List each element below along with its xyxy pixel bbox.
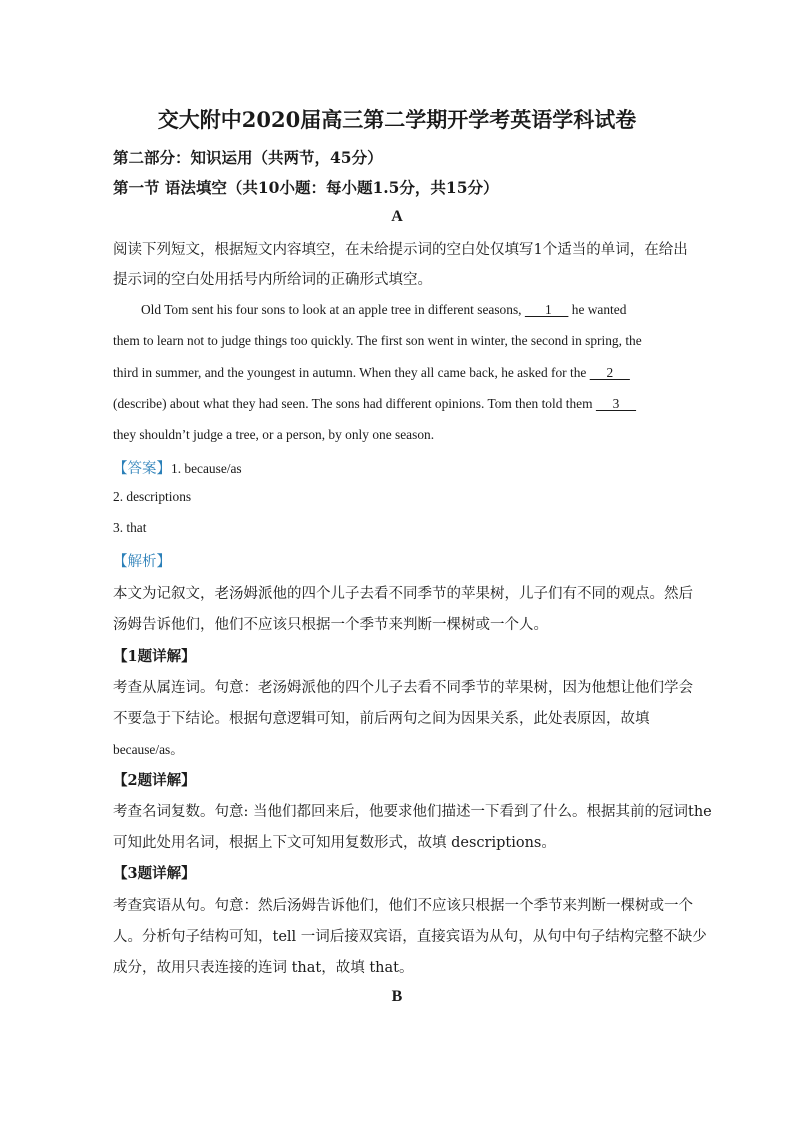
q1-heading: 【1题详解】	[113, 648, 196, 665]
passage-b-label: B	[391, 988, 403, 1005]
part-heading: 第二部分：知识运用（共两节，45分）	[113, 148, 383, 167]
passage-line-1	[141, 302, 626, 318]
passage-line-5: they shouldn’t judge a tree, or a person, by only one season.	[113, 427, 435, 442]
blank-3: 3	[595, 396, 637, 411]
passage-line-3	[113, 365, 630, 381]
answer-tag: 【答案】	[113, 461, 171, 477]
q3-line-3: 成分，故用只表连接的连词 that，故填 that。	[113, 960, 414, 976]
answer-row	[113, 457, 242, 478]
q3-line-2: 人。分析句子结构可知，tell 一词后接双宾语，直接宾语为从句，从句中句子结构完整不缺少	[113, 929, 707, 945]
q3-line-1: 考查宾语从句。句意：然后汤姆告诉他们，他们不应该只根据一个季节来判断一棵树或一个	[113, 898, 693, 914]
q1-line-2: 不要急于下结论。根据句意逻辑可知，前后两句之间为因果关系，此处表原因，故填	[113, 711, 650, 727]
q2-line-2: 可知此处用名词，根据上下文可知用复数形式，故填 descriptions。	[113, 835, 556, 851]
passage-line-4	[113, 396, 636, 412]
analysis-tag: 【解析】	[113, 554, 171, 570]
passage-text: Old Tom sent his four sons to look at an apple tree in different seasons,	[141, 302, 522, 317]
answer-3: 3. that	[113, 520, 147, 535]
passage-line-2: them to learn not to judge things too quickly. The first son went in winter, the second in spring, the	[113, 333, 642, 348]
q2-line-1: 考查名词复数。句意: 当他们都回来后，他要求他们描述一下看到了什么。根据其前的冠词the	[113, 804, 712, 820]
analysis-line-2: 汤姆告诉他们，他们不应该只根据一个季节来判断一棵树或一个人。	[113, 617, 548, 633]
blank-1: 1	[524, 302, 569, 317]
exam-title: 交大附中2020届高三第二学期开学考英语学科试卷	[157, 107, 637, 132]
blank-2: 2	[589, 365, 630, 380]
q1-line-1: 考查从属连词。句意：老汤姆派他的四个儿子去看不同季节的苹果树，因为他想让他们学会	[113, 680, 693, 696]
q2-heading: 【2题详解】	[113, 772, 196, 789]
passage-text: third in summer, and the youngest in autumn. When they all came back, he asked for the	[113, 365, 587, 380]
passage-text: (describe) about what they had seen. The sons had different opinions. Tom then told them	[113, 396, 593, 411]
q3-heading: 【3题详解】	[113, 865, 196, 882]
passage-a-label: A	[391, 208, 403, 225]
instruction-line-2: 提示词的空白处用括号内所给词的正确形式填空。	[113, 272, 432, 288]
answer-2: 2. descriptions	[113, 489, 192, 504]
instruction-line-1: 阅读下列短文，根据短文内容填空，在未给提示词的空白处仅填写1个适当的单词，在给出	[113, 242, 688, 258]
q1-line-3: because/as。	[113, 742, 184, 757]
analysis-line-1: 本文为记叙文，老汤姆派他的四个儿子去看不同季节的苹果树，儿子们有不同的观点。然后	[113, 586, 693, 602]
answer-1: 1. because/as	[171, 461, 242, 476]
passage-text: he wanted	[571, 302, 627, 317]
section-heading: 第一节 语法填空（共10小题：每小题1.5分，共15分）	[113, 178, 499, 197]
